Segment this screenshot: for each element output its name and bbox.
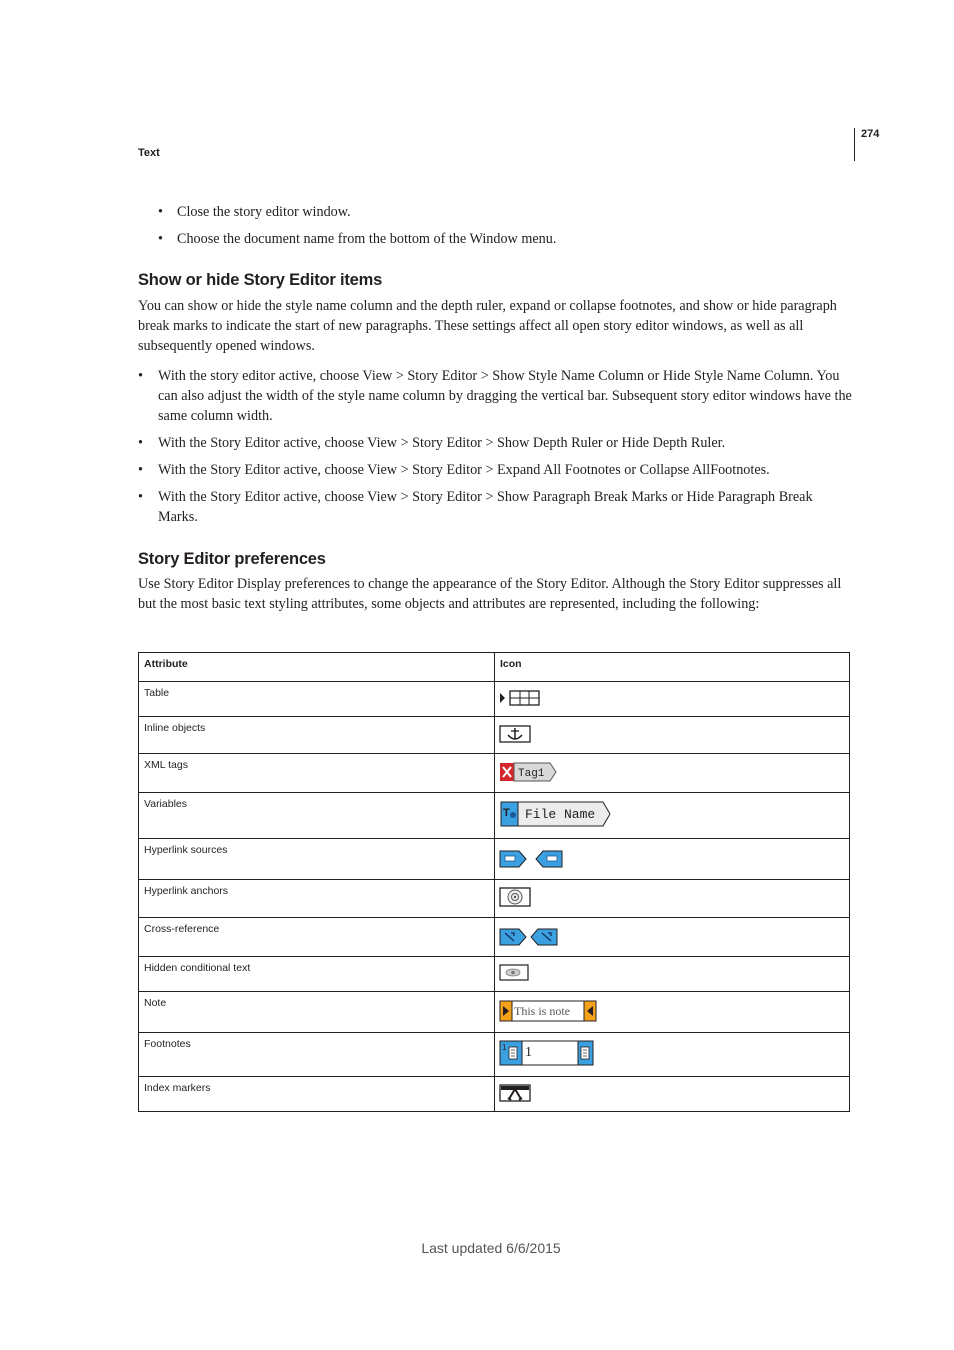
table-row: [139, 880, 850, 918]
list-item-text: With the Story Editor active, choose View > Story Editor > Show Depth Ruler or Hide Depth Ruler.: [158, 435, 726, 451]
table-row: [139, 839, 850, 880]
table-row: [139, 1077, 850, 1112]
hyperlink-source-end-icon: [535, 849, 563, 869]
attribute-cell: Cross-reference: [139, 918, 495, 957]
section-label: Text: [138, 147, 160, 159]
table-row: [139, 992, 850, 1033]
xml-tag-label: Tag1: [518, 767, 545, 780]
attribute-cell: Index markers: [139, 1077, 495, 1112]
table-row: [139, 754, 850, 793]
column-header-attribute: Attribute: [139, 653, 495, 682]
hyperlink-anchor-icon: [499, 886, 533, 908]
list-item-text: Close the story editor window.: [177, 204, 351, 220]
paragraph-show-hide: You can show or hide the style name column and the depth ruler, expand or collapse footnotes, and show or hide paragraph break marks to indicate the start of new paragraphs. These settings affect all open story editor windows, as well as all subsequently opened windows.: [138, 298, 837, 354]
header-divider: [854, 128, 855, 161]
icon-cell: [495, 957, 850, 992]
list-item-text: Choose the document name from the bottom of the Window menu.: [177, 231, 557, 247]
bullet-glyph: •: [138, 435, 143, 451]
icon-cell: [495, 992, 850, 1033]
icon-cell: [495, 839, 850, 880]
eye-icon: [499, 964, 533, 982]
section-heading-show-hide: Show or hide Story Editor items: [138, 271, 383, 289]
bullet-glyph: •: [138, 489, 143, 505]
variable-label: File Name: [525, 807, 596, 822]
cross-reference-icon: [499, 927, 845, 947]
icon-cell: [495, 793, 850, 839]
attribute-cell: Note: [139, 992, 495, 1033]
attribute-cell: Hyperlink anchors: [139, 880, 495, 918]
list-item: [138, 487, 854, 527]
anchor-icon: [499, 724, 533, 744]
list-item: [158, 229, 818, 249]
attribute-icon-table: [138, 652, 850, 1112]
page-footer: Last updated 6/6/2015: [421, 1240, 561, 1256]
list-item: [158, 202, 818, 222]
icon-cell: [495, 717, 850, 754]
icon-cell: [495, 754, 850, 793]
table-row: [139, 793, 850, 839]
table-row: [139, 957, 850, 992]
svg-text:T: T: [503, 807, 510, 819]
table-row: [139, 918, 850, 957]
icon-cell: [495, 1033, 850, 1077]
icon-cell: [495, 918, 850, 957]
hyperlink-source-start-icon: [499, 849, 527, 869]
icon-cell: [495, 880, 850, 918]
hyperlink-source-icon-group: [499, 849, 845, 869]
cross-reference-end-icon: [530, 927, 558, 947]
note-label: This is note: [514, 1003, 570, 1018]
paragraph-preferences: Use Story Editor Display preferences to change the appearance of the Story Editor. Although the Story Editor suppresses all but the most basic text styling attributes, some objects and attributes are represented, including the following:: [138, 576, 842, 612]
bullet-glyph: •: [158, 231, 163, 247]
icon-cell: [495, 682, 850, 717]
table-header-row: [139, 653, 850, 682]
footnote-number: 1: [525, 1045, 532, 1060]
column-header-icon: Icon: [495, 653, 850, 682]
page-number: 274: [861, 128, 880, 140]
bullet-glyph: •: [158, 204, 163, 220]
list-item-text: With the Story Editor active, choose View > Story Editor > Show Paragraph Break Marks or Hide Paragraph Break Marks.: [158, 489, 813, 525]
attribute-cell: Table: [139, 682, 495, 717]
attribute-cell: Footnotes: [139, 1033, 495, 1077]
list-item: [138, 366, 854, 426]
show-hide-bullet-list: [138, 366, 854, 534]
table-row: [139, 717, 850, 754]
attribute-cell: Inline objects: [139, 717, 495, 754]
table-row: [139, 1033, 850, 1077]
attribute-cell: Variables: [139, 793, 495, 839]
bullet-glyph: •: [138, 462, 143, 478]
bullet-glyph: •: [138, 368, 143, 384]
footnote-icon: [499, 1039, 597, 1067]
note-icon: [499, 999, 599, 1023]
attribute-cell: Hyperlink sources: [139, 839, 495, 880]
index-marker-icon: [499, 1083, 533, 1103]
list-item-text: With the Story Editor active, choose View > Story Editor > Expand All Footnotes or Collapse AllFootnotes.: [158, 462, 770, 478]
list-item: [138, 460, 854, 480]
footnote-superscript: 1: [502, 1043, 507, 1052]
cross-reference-start-icon: [499, 927, 527, 947]
list-item: [138, 433, 854, 453]
top-bullet-list: [158, 202, 818, 256]
attribute-cell: XML tags: [139, 754, 495, 793]
table-row: [139, 682, 850, 717]
xml-tag-icon: [499, 761, 559, 783]
table-icon: [499, 688, 543, 708]
icon-cell: [495, 1077, 850, 1112]
list-item-text: With the story editor active, choose View > Story Editor > Show Style Name Column or Hide Style Name Column. You can also adjust the width of the style name column by dragging the vertical bar. Subsequent story editor windows have the same column width.: [158, 368, 852, 424]
section-heading-preferences: Story Editor preferences: [138, 550, 326, 568]
attribute-cell: Hidden conditional text: [139, 957, 495, 992]
variable-icon: [499, 800, 615, 828]
